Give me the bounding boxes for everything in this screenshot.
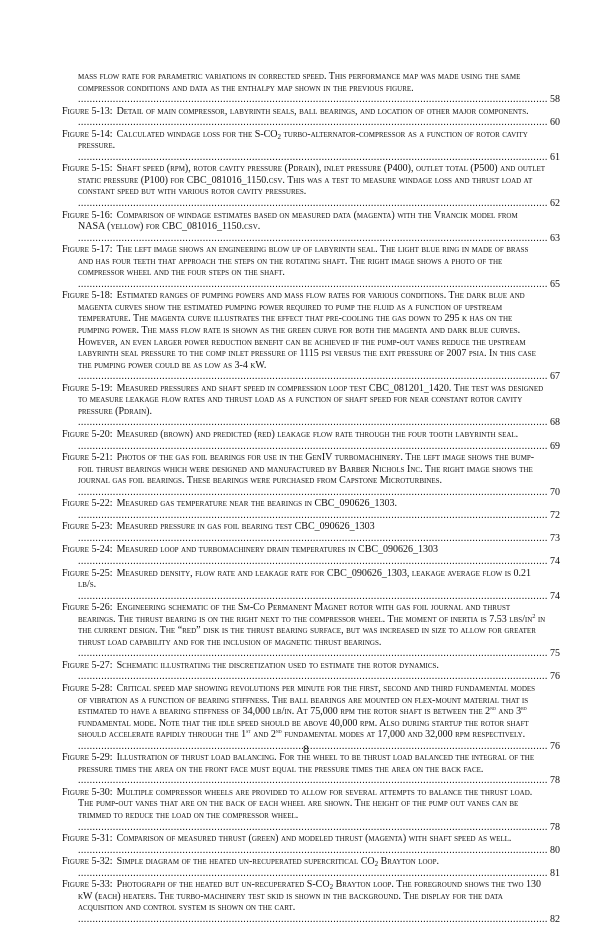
page-reference[interactable]: 67 xyxy=(550,371,560,383)
toc-entry[interactable] xyxy=(62,106,560,129)
list-of-figures xyxy=(62,71,560,925)
toc-entry[interactable] xyxy=(62,521,560,544)
superscript: 2 xyxy=(532,613,536,620)
toc-entry[interactable] xyxy=(62,752,560,787)
page-reference[interactable]: 60 xyxy=(550,117,560,129)
figure-caption-text: fundamental modes at 17,000 and 32,000 rpm respectively. xyxy=(281,729,526,741)
dot-leader xyxy=(78,845,560,856)
dot-leader xyxy=(78,94,560,105)
figure-label: Figure 5-28: xyxy=(62,682,113,694)
dot-leader xyxy=(78,591,560,602)
figure-label: Figure 5-21: xyxy=(62,452,113,464)
toc-entry[interactable] xyxy=(62,163,560,209)
figure-caption-text: Schematic illustrating the discretization used to estimate the rotor dynamics. xyxy=(116,659,439,671)
page-reference[interactable]: 70 xyxy=(550,486,560,498)
dot-leader xyxy=(78,914,560,925)
figure-label: Figure 5-24: xyxy=(62,544,113,556)
toc-entry[interactable] xyxy=(62,290,560,382)
toc-entry[interactable] xyxy=(62,129,560,164)
toc-entry[interactable] xyxy=(62,383,560,429)
toc-entry[interactable] xyxy=(62,429,560,452)
page-reference[interactable]: 81 xyxy=(550,867,560,879)
dot-leader xyxy=(78,417,560,428)
figure-label: Figure 5-13: xyxy=(62,105,113,117)
figure-label: Figure 5-30: xyxy=(62,786,113,798)
figure-label: Figure 5-25: xyxy=(62,567,113,579)
figure-caption-text: and 3 xyxy=(495,706,522,718)
dot-leader xyxy=(78,198,560,209)
toc-entry[interactable] xyxy=(62,210,560,245)
figure-label: Figure 5-15: xyxy=(62,163,113,175)
figure-label: Figure 5-29: xyxy=(62,752,113,764)
toc-entry[interactable] xyxy=(62,452,560,498)
dot-leader xyxy=(78,279,560,290)
page-reference[interactable]: 82 xyxy=(550,913,560,925)
figure-label: Figure 5-17: xyxy=(62,244,113,256)
toc-entry[interactable] xyxy=(62,787,560,833)
figure-caption-text: Measured gas temperature near the bearings in CBC_090626_1303. xyxy=(116,498,397,510)
dot-leader xyxy=(78,487,560,498)
page-reference[interactable]: 80 xyxy=(550,844,560,856)
page-reference[interactable]: 78 xyxy=(550,775,560,787)
page-reference[interactable]: 74 xyxy=(550,555,560,567)
figure-label: Figure 5-19: xyxy=(62,382,113,394)
figure-caption-text: Measured loop and turbomachinery drain temperatures in CBC_090626_1303 xyxy=(116,544,439,556)
figure-label: Figure 5-32: xyxy=(62,856,113,868)
figure-caption-text: Shaft speed (rpm), rotor cavity pressure (Pdrain), inlet pressure (P400), outlet total (P500) and outlet static pressure (P100) for CBC_081016_1150.csv. This was a test to measure windage loss and thrust load at constant speed but with various rotor cavity pressures. xyxy=(78,163,546,198)
figure-caption-text: Comparison of windage estimates based on measured data (magenta) with the Vrancik model from NASA (yellow) for CBC_081016_1150.csv. xyxy=(78,209,518,233)
dot-leader xyxy=(78,441,560,452)
figure-label: Figure 5-16: xyxy=(62,209,113,221)
subscript: 2 xyxy=(277,132,282,141)
figure-caption-text: Detail of main compressor, labyrinth seals, ball bearings, and location of other major components. xyxy=(116,105,529,117)
dot-leader xyxy=(78,510,560,521)
dot-leader xyxy=(78,671,560,682)
dot-leader xyxy=(78,868,560,879)
page-reference[interactable]: 73 xyxy=(550,532,560,544)
figure-label: Figure 5-22: xyxy=(62,498,113,510)
dot-leader xyxy=(78,822,560,833)
superscript: st xyxy=(246,729,251,736)
figure-caption-text: Multiple compressor wheels are provided to allow for several attempts to balance the thrust load. The pump-out vanes that are on the back of each wheel are shown. The height of the pump out vanes can be trimmed to reduce the load on the compressor wheel. xyxy=(78,786,533,821)
toc-entry[interactable] xyxy=(62,879,560,925)
page-reference[interactable]: 61 xyxy=(550,151,560,163)
figure-caption-text: Measured pressure in gas foil bearing test CBC_090626_1303 xyxy=(116,521,375,533)
toc-entry[interactable] xyxy=(62,568,560,603)
page-reference[interactable]: 68 xyxy=(550,417,560,429)
toc-entry[interactable] xyxy=(62,856,560,879)
subscript: 2 xyxy=(374,860,379,869)
superscript: nd xyxy=(490,706,496,713)
dot-leader xyxy=(78,556,560,567)
superscript: nd xyxy=(275,729,282,736)
dot-leader xyxy=(78,233,560,244)
dot-leader xyxy=(78,152,560,163)
superscript: rd xyxy=(521,706,527,713)
figure-caption-text: Brayton loop. The foreground shows the two 130 kW (each) heaters. The turbo-machinery test skid is shown in the background. The display for the data acquisition and control system is shown on the cart. xyxy=(78,879,542,914)
toc-entry[interactable] xyxy=(62,498,560,521)
figure-label: Figure 5-26: xyxy=(62,602,113,614)
page-reference[interactable]: 76 xyxy=(550,740,560,752)
toc-entry[interactable] xyxy=(62,544,560,567)
dot-leader xyxy=(78,371,560,382)
figure-caption-text: Calculated windage loss for the S-CO xyxy=(116,128,278,140)
page-reference[interactable]: 58 xyxy=(550,94,560,106)
figure-label: Figure 5-33: xyxy=(62,879,113,891)
figure-caption-text: Photos of the gas foil bearings for use in the GenIV turbomachinery. The left image shows the bump-foil thrust bearings which were designed and manufactured by Barber Nichols Inc. The right image shows the journal gas foil bearings. These bearings were purchased from Capstone Microturbines. xyxy=(78,452,535,487)
dot-leader xyxy=(78,775,560,786)
page-number: 8 xyxy=(303,742,309,756)
figure-caption-text: Photograph of the heated but un-recuperated S-CO xyxy=(116,879,330,891)
figure-caption-text: Measured density, flow rate and leakage rate for CBC_090626_1303, leakage average flow is 0.21 lb/s. xyxy=(78,567,531,591)
figure-caption-text: Comparison of measured thrust (green) and modeled thrust (magenta) with shaft speed as well. xyxy=(116,833,512,845)
page-reference[interactable]: 65 xyxy=(550,278,560,290)
figure-caption-text: Engineering schematic of the Sm-Co Permanent Magnet rotor with gas foil journal and thrust bearings. The thrust bearing is on the right next to the compressor wheel. The moment of inertia is 7.53 lbs/in xyxy=(78,602,533,625)
page-reference[interactable]: 78 xyxy=(550,821,560,833)
toc-entry[interactable] xyxy=(62,244,560,290)
figure-caption-text: and 2 xyxy=(250,729,276,741)
figure-caption-text: fundamental mode. Note that the idle speed should be above 40,000 rpm. Also during startup the rotor shaft should accelerate rapidly through the 1 xyxy=(78,717,529,741)
page-reference[interactable]: 69 xyxy=(550,440,560,452)
figure-caption-text: Measured (brown) and predicted (red) leakage flow rate through the four tooth labyrinth seal. xyxy=(116,428,519,440)
figure-caption-text: Measured pressures and shaft speed in compression loop test CBC_081201_1420. The test was designed to measure leakage flow rates and thrust load as a function of shaft speed for near constant rotor cavity pressure (Pdrain). xyxy=(78,382,544,417)
figure-label: Figure 5-14: xyxy=(62,128,113,140)
dot-leader xyxy=(78,533,560,544)
figure-caption-text: Estimated ranges of pumping powers and mass flow rates for various conditions. The dark blue and magenta curves show the estimated pumping power required to pump the fluid as a function of upstream temperature. The magenta curve illustrates the effect that pre-cooling the gas down to 295 k has on the pumping power. The mass flow rate is shown as the green curve for both the magenta and dark blue curves. However, an even larger power reduction benefit can be achieved if the pump-out vanes reduce the upstream labyrinth seal pressure to the comp inlet pressure of 1115 psi versus the exit pressure of 2007 psia. In this case the pumping power could be as low as 3-4 kW. xyxy=(78,290,536,371)
page-reference[interactable]: 63 xyxy=(550,232,560,244)
dot-leader xyxy=(78,117,560,128)
figure-caption-text: in the current design. The “red” disk is the thrust bearing surface, but was increased in size to allow for greater thrust load capability and for the inclusion of magnetic thrust bearings. xyxy=(78,613,546,648)
toc-entry[interactable] xyxy=(62,660,560,683)
toc-entry[interactable] xyxy=(62,71,560,106)
figure-label: Figure 5-27: xyxy=(62,659,113,671)
page-reference[interactable]: 76 xyxy=(550,671,560,683)
figure-label: Figure 5-23: xyxy=(62,521,113,533)
dot-leader xyxy=(78,648,560,659)
figure-label: Figure 5-20: xyxy=(62,428,113,440)
figure-caption-text: The left image shows an engineering blow up of labyrinth seal. The light blue ring in made of brass and has four teeth that approach the steps on the rotating shaft. The right image shows a photo of the compressor wheel and the four steps on the shaft. xyxy=(78,244,529,279)
figure-caption-text: Brayton loop. xyxy=(378,856,439,868)
figure-caption-text: Illustration of thrust load balancing. For the wheel to be thrust load balanced the integral of the pressure times the area on the front face must equal the pressure times the area on the back face. xyxy=(78,752,535,775)
figure-caption-text: Simple diagram of the heated un-recuperated supercritical CO xyxy=(116,856,375,868)
page-reference[interactable]: 72 xyxy=(550,509,560,521)
subscript: 2 xyxy=(329,883,334,892)
toc-entry[interactable] xyxy=(62,833,560,856)
toc-entry[interactable] xyxy=(62,602,560,660)
figure-label: Figure 5-31: xyxy=(62,833,113,845)
figure-caption-text: turbo-alternator-compressor as a function of rotor cavity pressure. xyxy=(78,128,528,152)
figure-caption-text: mass flow rate for parametric variations in corrected speed. This performance map was made using the same compressor conditions and data as the enthalpy map shown in the previous figure. xyxy=(78,71,521,94)
page-reference[interactable]: 75 xyxy=(550,648,560,660)
page-reference[interactable]: 74 xyxy=(550,590,560,602)
figure-caption-text: Critical speed map showing revolutions per minute for the first, second and third fundamental modes of vibration as a function of bearing stiffness. The ball bearings are mounted on flex-mount material that is estimated to have a bearing stiffness of 34,000 lb/in. At 75,000 rpm the rotor shaft is between the 2 xyxy=(78,682,536,718)
page-reference[interactable]: 62 xyxy=(550,198,560,210)
figure-label: Figure 5-18: xyxy=(62,290,113,302)
